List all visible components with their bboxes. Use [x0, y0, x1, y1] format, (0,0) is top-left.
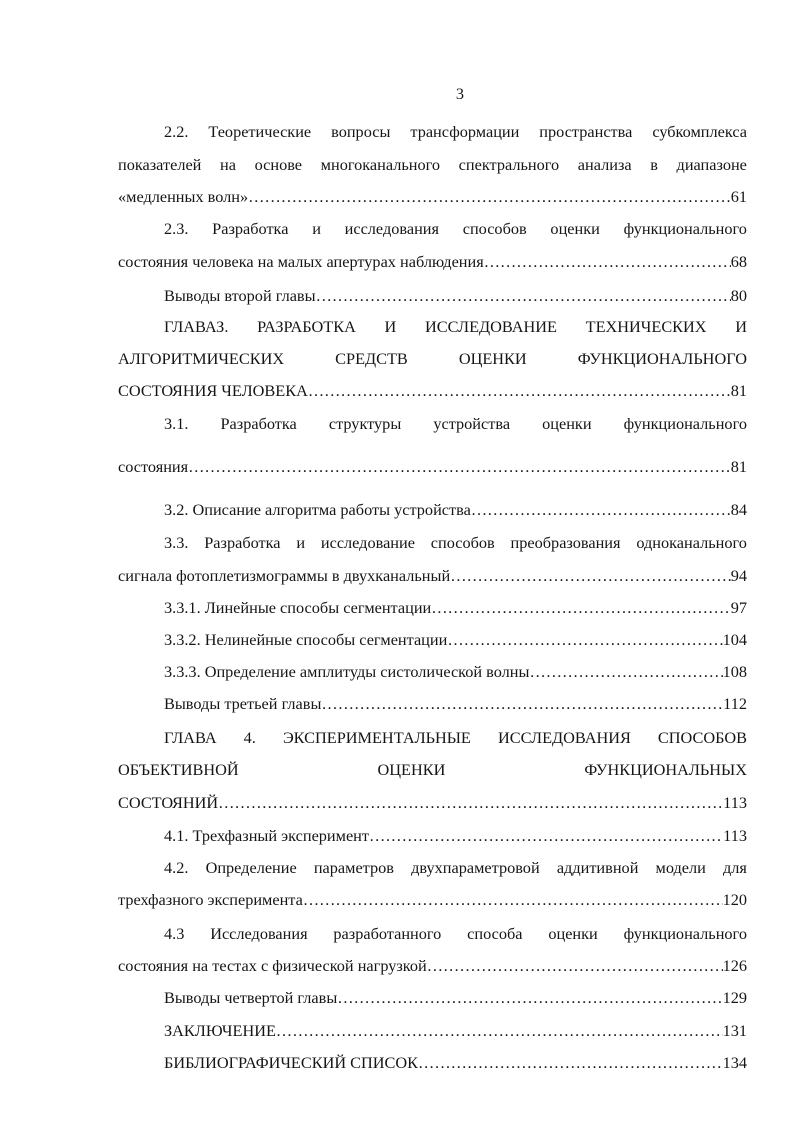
- leader-dots: [248, 187, 731, 207]
- toc-entry-page: 61: [730, 187, 747, 206]
- word: исследование: [320, 533, 415, 552]
- word: структуры: [328, 414, 402, 433]
- word: и: [312, 219, 321, 238]
- word: оценки: [550, 219, 600, 238]
- word: способов: [430, 533, 495, 552]
- leader-dots: [218, 793, 723, 813]
- word: СПОСОБОВ: [657, 728, 747, 747]
- toc-entry-title: 3.3.3. Определение амплитуды систолической волны: [164, 662, 530, 681]
- leader-dots: [529, 662, 722, 682]
- word: 4.3: [164, 924, 185, 943]
- word: функционального: [623, 414, 747, 433]
- leader-dots: [303, 890, 723, 910]
- toc-entry-page: 97: [730, 598, 747, 617]
- toc-entry[interactable]: [118, 793, 747, 813]
- toc-entry-page: 108: [722, 662, 747, 681]
- word: субкомплекса: [652, 122, 747, 141]
- toc-entry[interactable]: [164, 1053, 747, 1073]
- toc-entry-title: Выводы третьей главы: [164, 694, 322, 713]
- word: Исследования: [210, 924, 308, 943]
- word: 2.3.: [164, 219, 189, 238]
- word: трансформации: [410, 122, 520, 141]
- toc-entry[interactable]: [118, 252, 747, 272]
- word: ИССЛЕДОВАНИЯ: [497, 728, 631, 747]
- leader-dots: [450, 566, 731, 586]
- toc-entry[interactable]: [118, 956, 747, 976]
- word: диапазоне: [676, 155, 747, 174]
- toc-entry-page: 94: [730, 566, 747, 585]
- toc-entry-page: 68: [730, 252, 747, 271]
- toc-entry-title: состояния на тестах с физической нагрузкой: [118, 956, 427, 975]
- toc-entry-page: 84: [730, 500, 747, 519]
- word: исследования: [344, 219, 439, 238]
- toc-line: [118, 349, 747, 369]
- toc-entry-title: трехфазного эксперимента: [118, 890, 303, 909]
- toc-entry-title: 4.1. Трехфазный эксперимент: [164, 826, 370, 845]
- word: одноканального: [636, 533, 747, 552]
- toc-entry-page: 112: [723, 694, 747, 713]
- word: параметров: [313, 858, 394, 877]
- toc-line: [164, 122, 747, 142]
- word: спектрального: [458, 155, 560, 174]
- word: АЛГОРИТМИЧЕСКИХ: [118, 349, 285, 368]
- word: на: [220, 155, 236, 174]
- toc-line: [164, 858, 747, 878]
- toc-line: [164, 219, 747, 239]
- leader-dots: [427, 956, 723, 976]
- word: ЭКСПЕРИМЕНТАЛЬНЫЕ: [282, 728, 471, 747]
- toc-entry[interactable]: [118, 566, 747, 586]
- leader-dots: [321, 694, 723, 714]
- word: устройства: [433, 414, 511, 433]
- word: преобразования: [510, 533, 621, 552]
- toc-entry-title: ЗАКЛЮЧЕНИЕ: [164, 1021, 276, 1040]
- word: Разработка: [212, 219, 289, 238]
- word: ОБЪЕКТИВНОЙ: [118, 760, 239, 779]
- word: оценки: [548, 924, 598, 943]
- toc-entry-title: Выводы четвертой главы: [164, 988, 338, 1007]
- leader-dots: [337, 988, 722, 1008]
- word: модели: [655, 858, 706, 877]
- leader-dots: [431, 598, 730, 618]
- word: Разработка: [220, 414, 297, 433]
- word: пространства: [539, 122, 633, 141]
- leader-dots: [471, 500, 731, 520]
- word: Теоретические: [208, 122, 312, 141]
- toc-entry[interactable]: [164, 988, 747, 1008]
- word: ГЛАВА: [164, 728, 217, 747]
- word: 4.2.: [164, 858, 189, 877]
- word: И: [735, 317, 747, 336]
- toc-entry-title: 3.2. Описание алгоритма работы устройства: [164, 500, 471, 519]
- toc-entry-title: состояния человека на малых апертурах наблюдения: [118, 252, 484, 271]
- toc-entry-page: 81: [730, 457, 747, 476]
- toc-entry[interactable]: [164, 286, 747, 306]
- word: ФУНКЦИОНАЛЬНОГО: [577, 349, 747, 368]
- word: Определение: [205, 858, 297, 877]
- word: ФУНКЦИОНАЛЬНЫХ: [584, 760, 747, 779]
- word: ОЦЕНКИ: [458, 349, 527, 368]
- word: функционального: [623, 924, 747, 943]
- word: ОЦЕНКИ: [377, 760, 446, 779]
- toc-entry-title: СОСТОЯНИЙ: [118, 793, 219, 812]
- leader-dots: [316, 286, 731, 306]
- word: и: [296, 533, 306, 552]
- leader-dots: [369, 826, 723, 846]
- leader-dots: [484, 252, 731, 272]
- word: ТЕХНИЧЕСКИХ: [585, 317, 707, 336]
- toc-entry[interactable]: [164, 1021, 747, 1041]
- word: 2.2.: [164, 122, 189, 141]
- toc-entry-page: 120: [722, 890, 747, 909]
- word: основе: [254, 155, 303, 174]
- toc-line: [118, 155, 747, 175]
- leader-dots: [447, 630, 722, 650]
- toc-entry-title: СОСТОЯНИЯ ЧЕЛОВЕКА: [118, 381, 308, 400]
- toc-entry[interactable]: [118, 457, 747, 477]
- toc-entry-page: 80: [730, 286, 747, 305]
- word: разработанного: [333, 924, 442, 943]
- toc-line: [118, 760, 747, 780]
- toc-line: [164, 728, 747, 748]
- word: анализа: [577, 155, 632, 174]
- word: ИССЛЕДОВАНИЕ: [424, 317, 557, 336]
- toc-entry-page: 126: [722, 956, 747, 975]
- toc-entry[interactable]: [118, 890, 747, 910]
- toc-entry[interactable]: [164, 500, 747, 520]
- page-number: 3: [455, 84, 465, 103]
- toc-entry-page: 113: [723, 793, 747, 812]
- toc-entry-title: «медленных волн»: [118, 187, 249, 206]
- leader-dots: [276, 1021, 723, 1041]
- toc-line: [164, 414, 747, 434]
- leader-dots: [308, 381, 731, 401]
- word: способов: [462, 219, 527, 238]
- toc-entry[interactable]: [164, 662, 747, 682]
- toc-entry-page: 104: [722, 630, 747, 649]
- toc-entry-page: 134: [722, 1053, 747, 1072]
- word: 4.: [243, 728, 256, 747]
- toc-entry-title: 3.3.2. Нелинейные способы сегментации: [164, 630, 448, 649]
- toc-entry-title: состояния: [118, 457, 189, 476]
- word: для: [723, 858, 747, 877]
- word: в: [650, 155, 658, 174]
- toc-entry-page: 131: [722, 1021, 747, 1040]
- toc-entry[interactable]: [164, 694, 747, 714]
- word: двухпараметровой: [411, 858, 540, 877]
- toc-entry-title: сигнала фотоплетизмограммы в двухканальный: [118, 566, 451, 585]
- word: ГЛАВАЗ.: [164, 317, 229, 336]
- word: РАЗРАБОТКА: [257, 317, 356, 336]
- word: 3.1.: [164, 414, 189, 433]
- toc-entry[interactable]: [118, 381, 747, 401]
- word: 3.3.: [164, 533, 189, 552]
- toc-entry-title: 3.3.1. Линейные способы сегментации: [164, 598, 432, 617]
- word: Разработка: [204, 533, 281, 552]
- word: оценки: [542, 414, 592, 433]
- word: многоканального: [320, 155, 441, 174]
- toc-entry-title: БИБЛИОГРАФИЧЕСКИЙ СПИСОК: [164, 1053, 419, 1072]
- word: аддитивной: [556, 858, 639, 877]
- word: функционального: [623, 219, 747, 238]
- toc-line: [164, 924, 747, 944]
- word: показателей: [118, 155, 202, 174]
- word: вопросы: [331, 122, 391, 141]
- toc-line: [164, 317, 747, 337]
- toc-entry[interactable]: [118, 187, 747, 207]
- word: И: [384, 317, 397, 336]
- toc-entry[interactable]: [164, 826, 747, 846]
- toc-entry-page: 129: [722, 988, 747, 1007]
- toc-entry-title: Выводы второй главы: [164, 286, 316, 305]
- toc-line: [164, 533, 747, 553]
- leader-dots: [418, 1053, 723, 1073]
- toc-entry-page: 81: [730, 381, 747, 400]
- toc-entry[interactable]: [164, 630, 747, 650]
- word: СРЕДСТВ: [335, 349, 408, 368]
- leader-dots: [188, 457, 731, 477]
- toc-entry-page: 113: [723, 826, 747, 845]
- toc-entry[interactable]: [164, 598, 747, 618]
- word: способа: [467, 924, 523, 943]
